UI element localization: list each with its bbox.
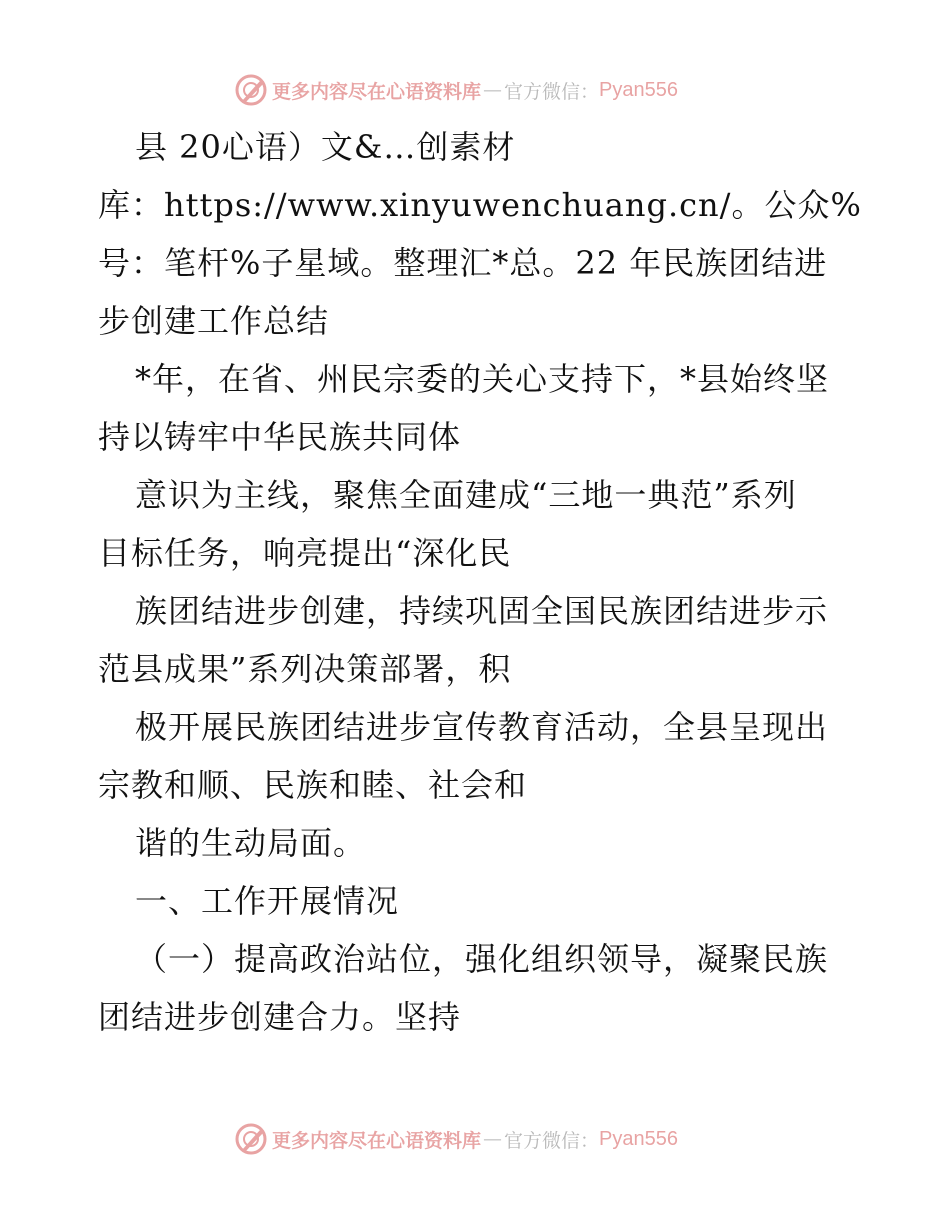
body-line: 持以铸牢中华民族共同体	[98, 418, 462, 456]
quill-seal-icon	[234, 1122, 268, 1156]
watermark-site-text: 更多内容尽在心语资料库	[272, 80, 482, 103]
footer-watermark	[234, 1121, 678, 1157]
body-line: 县 20心语）文&…创素材	[135, 128, 516, 166]
body-line: 库：https://www.xinyuwenchuang.cn/。公众%	[98, 186, 862, 224]
document-body	[98, 118, 862, 1046]
watermark-dash: —	[483, 79, 503, 101]
header-watermark	[234, 72, 678, 108]
body-line: 宗教和顺、民族和睦、社会和	[98, 766, 528, 804]
body-line: 意识为主线，聚焦全面建成“三地一典范”系列	[135, 476, 797, 514]
body-line: *年，在省、州民宗委的关心支持下，*县始终坚	[135, 360, 830, 398]
body-line: 目标任务，响亮提出“深化民	[98, 534, 512, 572]
section-heading: 一、工作开展情况	[135, 882, 400, 920]
body-line: 团结进步创建合力。坚持	[98, 998, 462, 1036]
body-line: 谐的生动局面。	[135, 824, 367, 862]
watermark-wechat-id: Pyan556	[599, 1127, 678, 1150]
watermark-wechat-id: Pyan556	[599, 78, 678, 101]
quill-seal-icon	[234, 73, 268, 107]
watermark-wechat-label: 官方微信：	[504, 1129, 600, 1152]
body-line: 号：笔杆%子星域。整理汇*总。22 年民族团结进	[98, 244, 828, 282]
watermark-site-text: 更多内容尽在心语资料库	[272, 1129, 482, 1152]
body-line: 族团结进步创建，持续巩固全国民族团结进步示	[135, 592, 829, 630]
subsection-heading: （一）提高政治站位，强化组织领导，凝聚民族	[135, 940, 829, 978]
body-line: 步创建工作总结	[98, 302, 330, 340]
body-line: 范县成果”系列决策部署，积	[98, 650, 512, 688]
body-line: 极开展民族团结进步宣传教育活动，全县呈现出	[135, 708, 829, 746]
watermark-dash: —	[483, 1128, 503, 1150]
watermark-wechat-label: 官方微信：	[504, 80, 600, 103]
